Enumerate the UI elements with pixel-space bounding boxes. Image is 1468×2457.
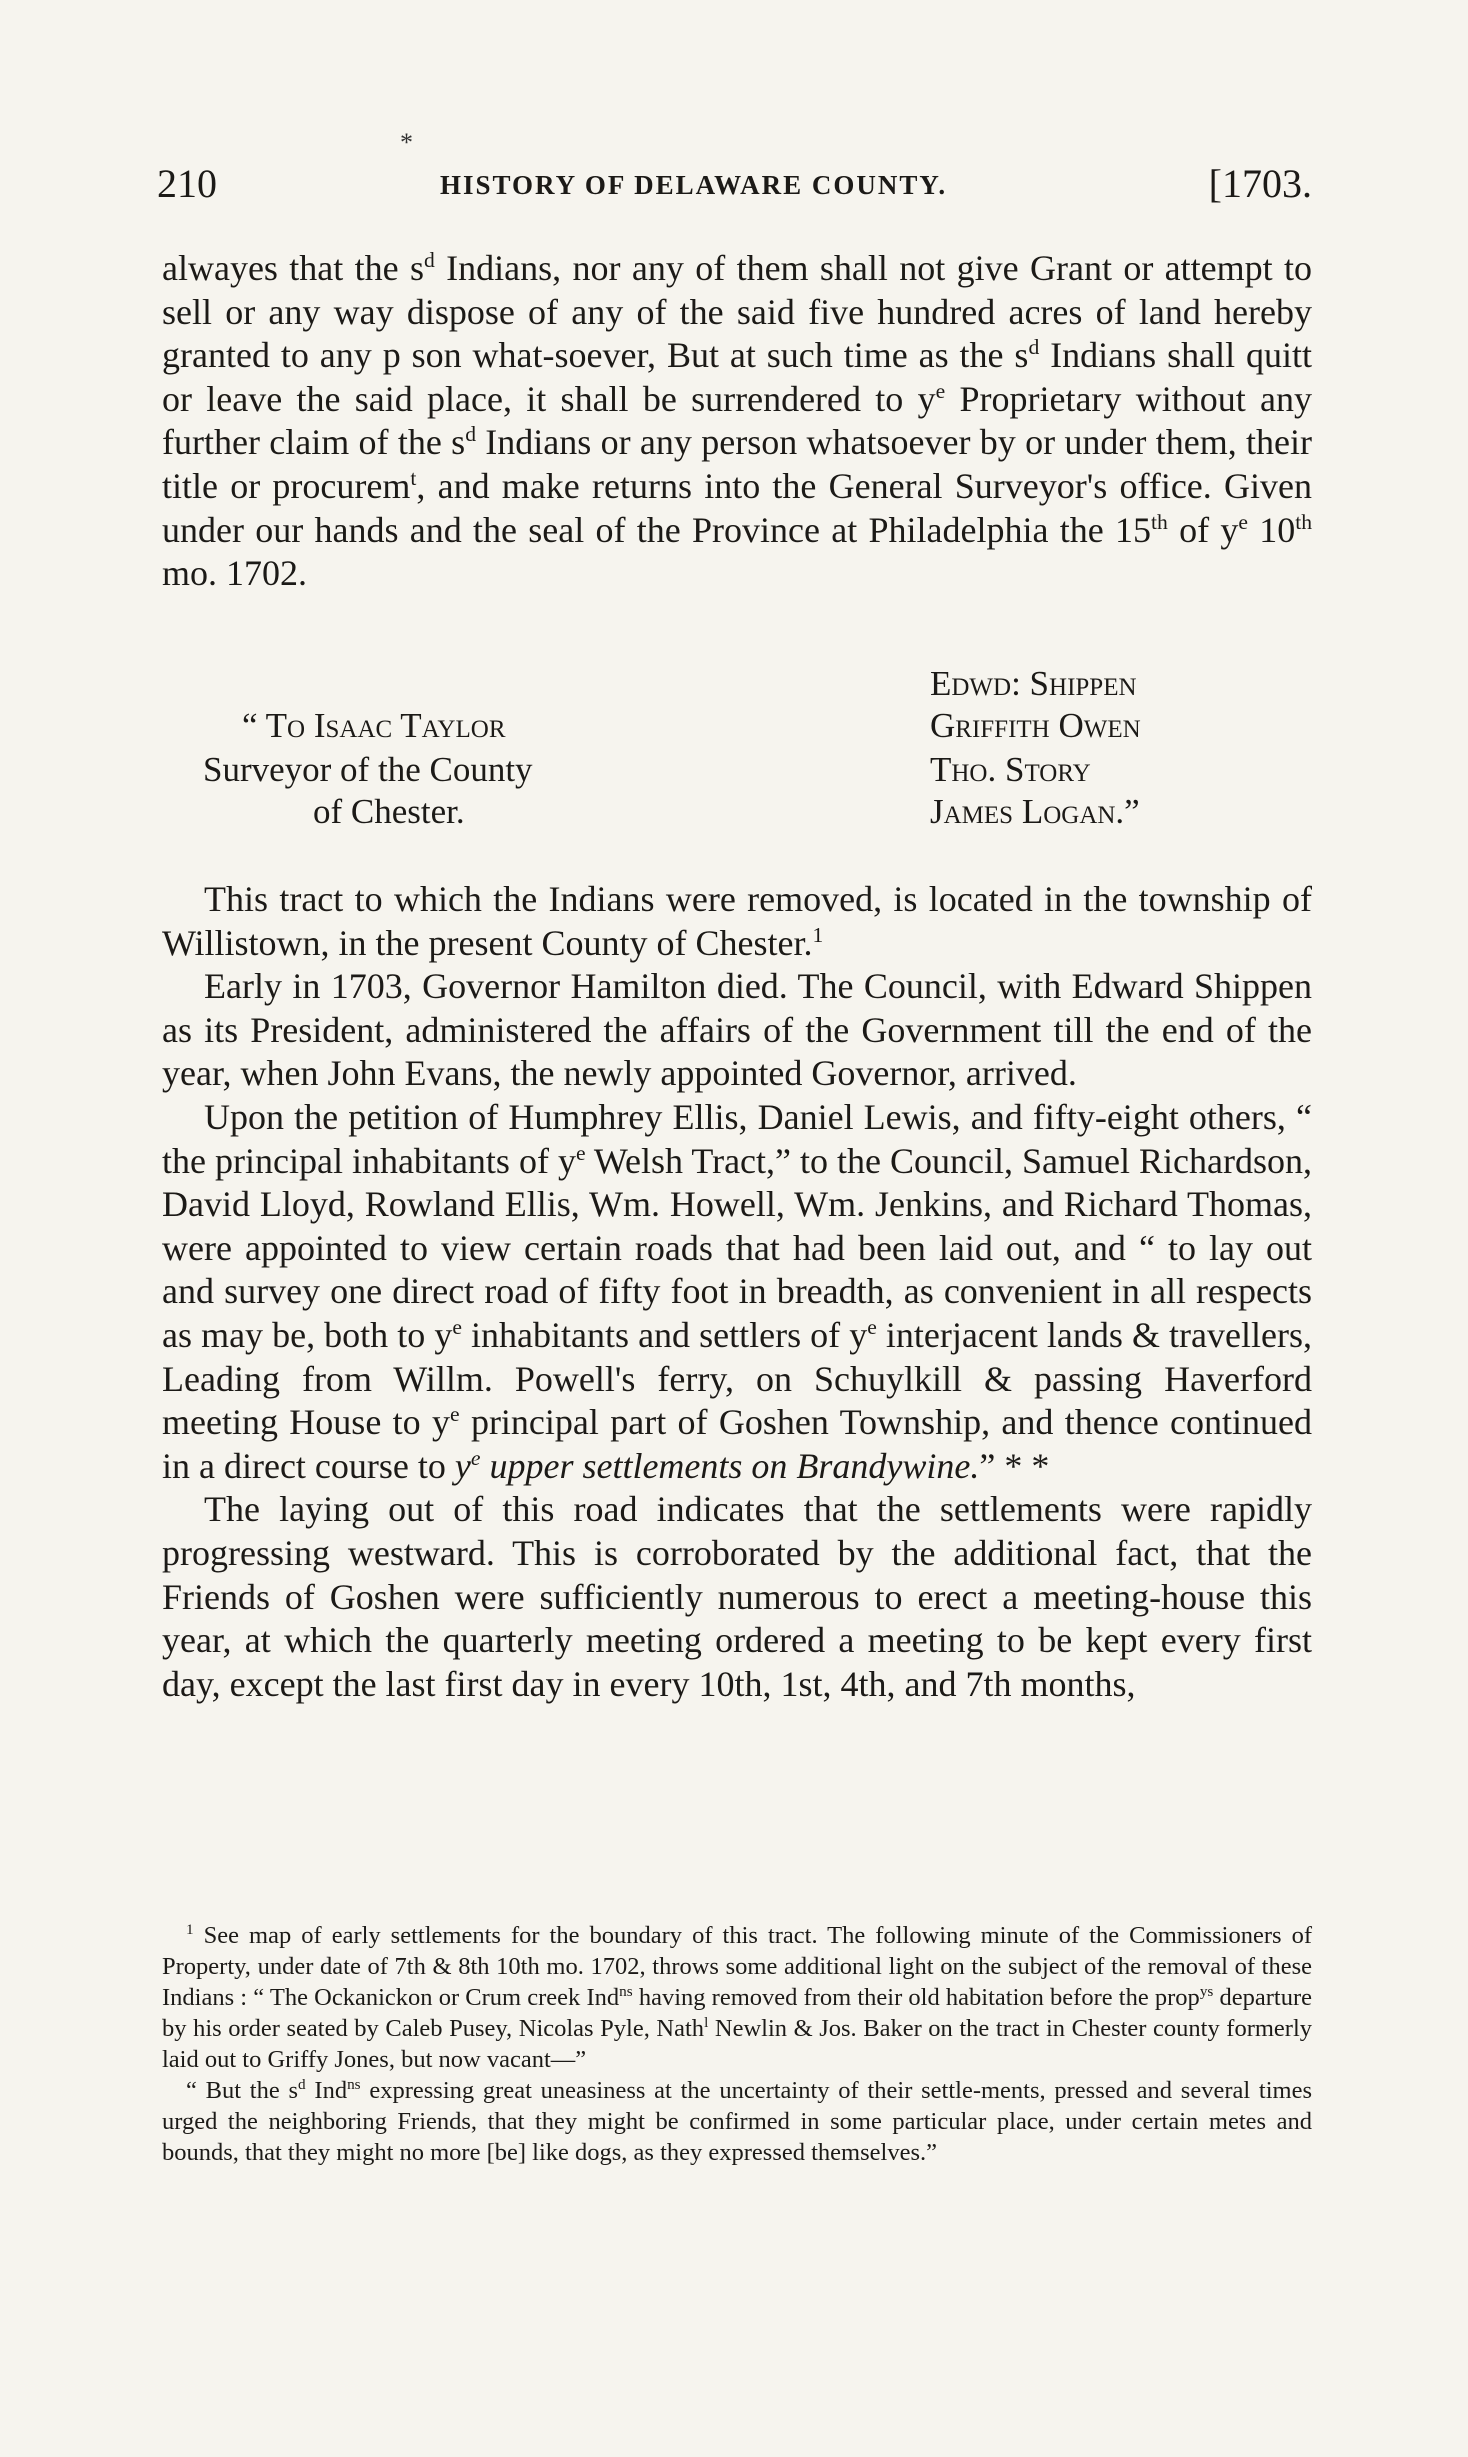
body-text-part1 [162,247,1312,596]
footnote-1-continued: “ But the $s^d$ Ind$^{ns}$ expressing great uneasiness at the uncertainty of their settle-ments, pressed and several times urged the neighboring Friends, that they might be confirmed in some particular place, under certain metes and bounds, that they might no more [be] like dogs, as they expressed themselves.” [162,2075,1312,2166]
running-header [157,160,1312,220]
paragraph-willistown: This tract to which the Indians were removed, is located in the township of Willistown, in the present County of Chester.$^1$ [162,879,1312,963]
signatory-shippen: Edwd: Shippen [930,664,1137,703]
footnote-1: $^1$ See map of early settlements for the boundary of this tract. The following minute of the Commissioners of Property, under date of 7th & 8th 10th mo. 1702, throws some additional light on the subject of the removal of these Indians : “ The Ockanickon or Crum creek Ind$^{ns}$ having removed from their old habitation before the prop$^{ys}$ departure by his order seated by Caleb Pusey, Nicolas Pyle, Nath$^l$ Newlin & Jos. Baker on the tract in Chester county formerly laid out to Griffy Jones, but now vacant—” [162,1920,1313,2073]
signatory-logan: James Logan.” [930,792,1140,831]
header-year: [1703. [1208,161,1312,206]
paragraph-grant-text: alwayes that the $s^d$ Indians, nor any of them shall not give Grant or attempt to sell or any way dispose of any of the said five hundred acres of land hereby granted to any p son what-soever, But at such time as the $s^d$ Indians shall quitt or leave the said place, it shall be surrendered to $y^e$ Proprietary without any further claim of the $s^d$ Indians or any person whatsoever by or under them, their title or procurem$^t$, and make returns into the General Surveyor's office. Given under our hands and the seal of the Province at Philadelphia the 15th of $y^e$ 10th mo. 1702. [162,248,1313,594]
signatory-story: Tho. Story [930,750,1091,789]
footnotes [162,1920,1312,2168]
addressee-line-1: “ To Isaac Taylor [242,706,506,745]
paragraph-hamilton: Early in 1703, Governor Hamilton died. The Council, with Edward Shippen as its President, administered the affairs of the Government till the end of the year, when John Evans, the newly appointed Governor, arrived. [162,966,1312,1094]
signatory-owen: Griffith Owen [930,706,1141,745]
paragraph-petition: Upon the petition of Humphrey Ellis, Daniel Lewis, and fifty-eight others, “ the principal inhabitants of $y^e$ Welsh Tract,” to the Council, Samuel Richardson, David Lloyd, Rowland Ellis, Wm. Howell, Wm. Jenkins, and Richard Thomas, were appointed to view certain roads that had been laid out, and “ to lay out and survey one direct road of fifty foot in breadth, as convenient in all respects as may be, both to $y^e$ inhabitants and settlers of $y^e$ interjacent lands & travellers, Leading from Willm. Powell's ferry, on Schuylkill & passing Haverford meeting House to $y^e$ principal part of Goshen Township, and thence continued in a direct course to $y^e$ upper settlements on Brandywine.” * * [162,1096,1312,1486]
printer-mark: * [400,128,413,157]
footnote-ref-1: 1 [812,922,824,947]
running-title: HISTORY OF DELAWARE COUNTY. [440,170,948,200]
body-text-part2 [162,878,1312,1706]
paragraph-road-settlements: The laying out of this road indicates that the settlements were rapidly progressing westward. This is corroborated by the additional fact, that the Friends of Goshen were sufficiently numerous to erect a meeting-house this year, at which the quarterly meeting ordered a meeting to be kept every first day, except the last first day in every 10th, 1st, 4th, and 7th months, [162,1489,1312,1704]
page-number: 210 [157,161,217,206]
addressee-line-2: Surveyor of the County [203,750,533,789]
addressee-line-3: of Chester. [313,792,465,831]
